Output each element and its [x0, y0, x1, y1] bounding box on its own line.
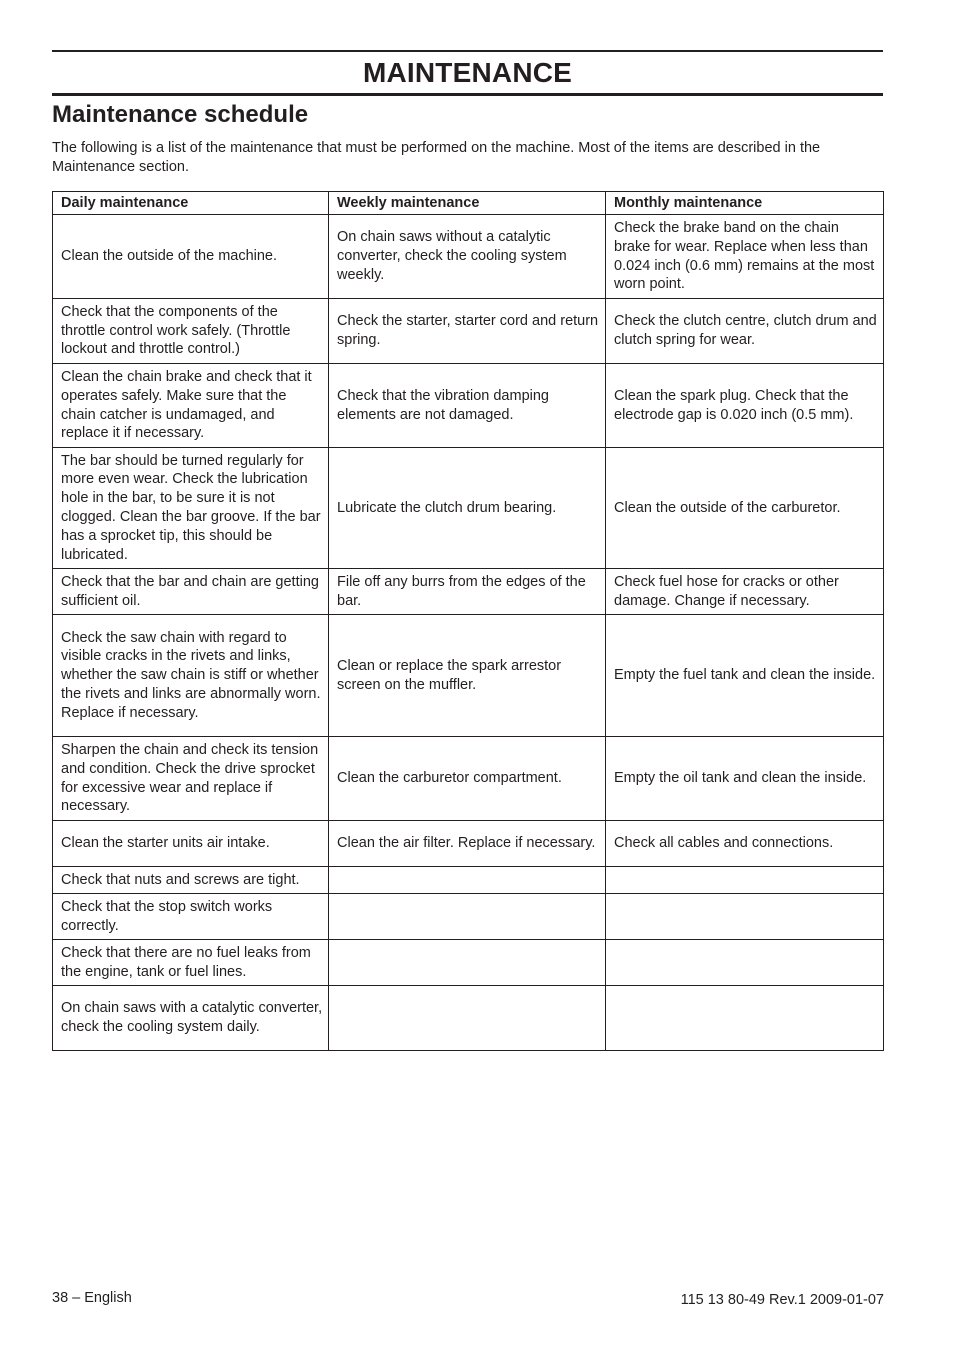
daily-cell: Check that the bar and chain are getting sufficient oil. [53, 569, 329, 615]
weekly-cell: Lubricate the clutch drum bearing. [329, 448, 606, 569]
table-row [53, 867, 884, 894]
monthly-cell: Clean the spark plug. Check that the electrode gap is 0.020 inch (0.5 mm). [606, 364, 884, 448]
monthly-cell: Clean the outside of the carburetor. [606, 448, 884, 569]
daily-cell: Check that the components of the throttle control work safely. (Throttle lockout and throttle control.) [53, 299, 329, 364]
column-header-weekly: Weekly maintenance [329, 192, 606, 215]
weekly-cell: Clean the air filter. Replace if necessary. [329, 821, 606, 867]
daily-cell: Clean the chain brake and check that it operates safely. Make sure that the chain catcher is undamaged, and replace it if necessary. [53, 364, 329, 448]
daily-cell: Check that there are no fuel leaks from the engine, tank or fuel lines. [53, 940, 329, 986]
monthly-cell [606, 940, 884, 986]
weekly-cell [329, 940, 606, 986]
table-row [53, 894, 884, 940]
weekly-cell [329, 867, 606, 894]
monthly-cell [606, 986, 884, 1051]
table-header-row [53, 192, 884, 215]
daily-cell: The bar should be turned regularly for more even wear. Check the lubrication hole in the bar, to be sure it is not clogged. Clean the bar groove. If the bar has a sprocket tip, this should be lubricated. [53, 448, 329, 569]
daily-cell: Clean the starter units air intake. [53, 821, 329, 867]
weekly-cell: File off any burrs from the edges of the bar. [329, 569, 606, 615]
monthly-cell: Check the brake band on the chain brake for wear. Replace when less than 0.024 inch (0.6 mm) remains at the most worn point. [606, 215, 884, 299]
monthly-cell: Check fuel hose for cracks or other damage. Change if necessary. [606, 569, 884, 615]
table-row [53, 448, 884, 569]
table-row [53, 821, 884, 867]
daily-cell: Check that nuts and screws are tight. [53, 867, 329, 894]
table-row [53, 364, 884, 448]
monthly-cell [606, 894, 884, 940]
weekly-cell: Clean or replace the spark arrestor screen on the muffler. [329, 615, 606, 737]
table-row [53, 215, 884, 299]
table-row [53, 299, 884, 364]
maintenance-schedule-table [52, 191, 884, 1051]
page-number: 38 – English [52, 1290, 132, 1306]
table-row [53, 986, 884, 1051]
daily-cell: On chain saws with a catalytic converter, check the cooling system daily. [53, 986, 329, 1051]
document-reference: 115 13 80-49 Rev.1 2009-01-07 [680, 1292, 884, 1308]
weekly-cell: Check the starter, starter cord and return spring. [329, 299, 606, 364]
table-row [53, 569, 884, 615]
monthly-cell: Check all cables and connections. [606, 821, 884, 867]
daily-cell: Check the saw chain with regard to visible cracks in the rivets and links, whether the saw chain is stiff or whether the rivets and links are abnormally worn. Replace if necessary. [53, 615, 329, 737]
weekly-cell [329, 986, 606, 1051]
header-rule-bottom [52, 93, 883, 96]
daily-cell: Clean the outside of the machine. [53, 215, 329, 299]
weekly-cell: Check that the vibration damping elements are not damaged. [329, 364, 606, 448]
table-row [53, 737, 884, 821]
monthly-cell: Empty the oil tank and clean the inside. [606, 737, 884, 821]
monthly-cell: Check the clutch centre, clutch drum and clutch spring for wear. [606, 299, 884, 364]
table-row [53, 615, 884, 737]
weekly-cell: On chain saws without a catalytic converter, check the cooling system weekly. [329, 215, 606, 299]
intro-paragraph: The following is a list of the maintenance that must be performed on the machine. Most of the items are described in the Maintenance section. [52, 140, 821, 175]
weekly-cell: Clean the carburetor compartment. [329, 737, 606, 821]
monthly-cell: Empty the fuel tank and clean the inside. [606, 615, 884, 737]
table-row [53, 940, 884, 986]
daily-cell: Sharpen the chain and check its tension and condition. Check the drive sprocket for excessive wear and replace if necessary. [53, 737, 329, 821]
section-header: MAINTENANCE [362, 57, 573, 88]
weekly-cell [329, 894, 606, 940]
column-header-daily: Daily maintenance [53, 192, 329, 215]
column-header-monthly: Monthly maintenance [606, 192, 884, 215]
monthly-cell [606, 867, 884, 894]
daily-cell: Check that the stop switch works correctly. [53, 894, 329, 940]
header-rule-top [52, 50, 883, 52]
page-title: Maintenance schedule [52, 101, 309, 128]
